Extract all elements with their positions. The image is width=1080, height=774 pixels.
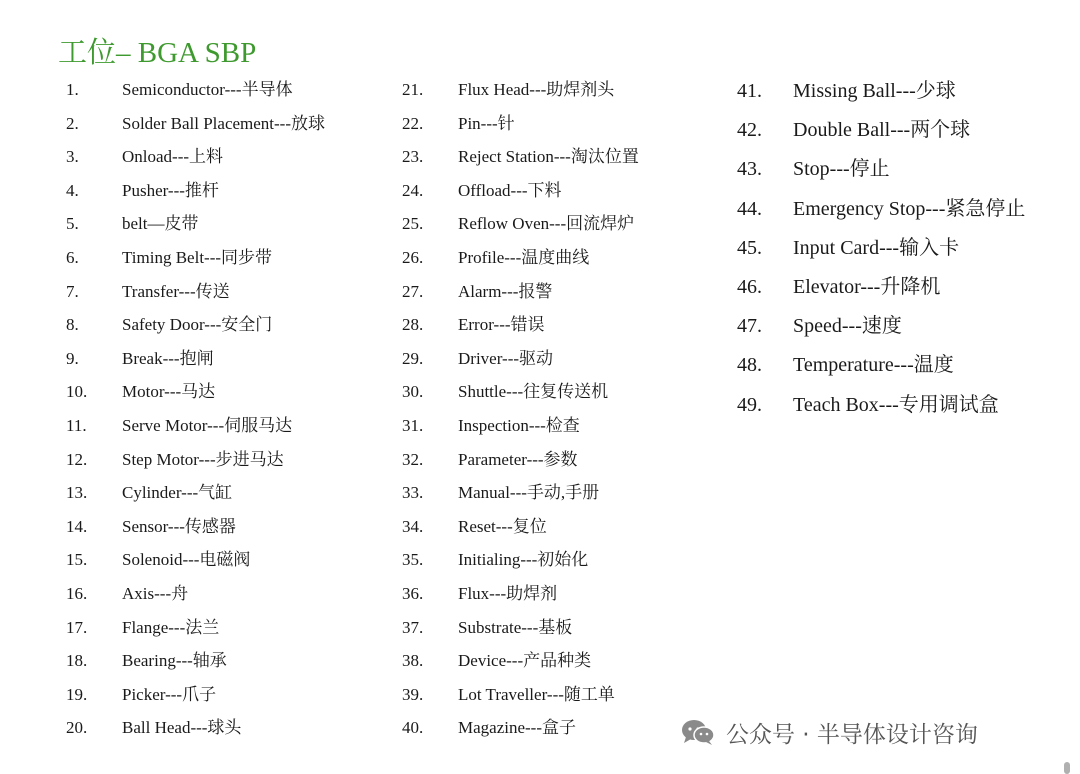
term-text: belt—皮带 (122, 214, 199, 234)
term-text: Cylinder---气缸 (122, 483, 233, 503)
term-number: 29. (402, 348, 424, 368)
term-number: 48. (737, 354, 762, 377)
term-number: 35. (402, 550, 424, 570)
term-text: Safety Door---安全门 (122, 315, 273, 335)
term-text: Shuttle---往复传送机 (458, 382, 609, 402)
term-text: Flange---法兰 (122, 617, 220, 637)
term-text: Sensor---传感器 (122, 516, 236, 536)
term-number: 21. (402, 80, 424, 99)
term-text: Semiconductor---半导体 (122, 80, 293, 99)
term-text: Device---产品种类 (458, 651, 592, 671)
term-text: Solder Ball Placement---放球 (122, 113, 326, 133)
term-number: 15. (66, 550, 88, 570)
term-number: 30. (402, 382, 424, 402)
term-number: 37. (402, 617, 424, 637)
term-number: 1. (66, 80, 79, 99)
term-number: 8. (66, 315, 79, 335)
term-number: 25. (402, 214, 424, 234)
term-text: Elevator---升降机 (793, 276, 941, 298)
term-number: 24. (402, 180, 424, 200)
term-text: Profile---温度曲线 (458, 248, 590, 267)
term-number: 17. (66, 617, 88, 637)
term-text: Manual---手动,手册 (458, 483, 600, 503)
term-number: 36. (402, 584, 424, 603)
term-number: 20. (66, 718, 88, 738)
term-number: 7. (66, 281, 79, 301)
term-text: Solenoid---电磁阀 (122, 550, 251, 570)
term-number: 4. (66, 180, 79, 200)
term-number: 46. (737, 276, 762, 298)
term-number: 6. (66, 248, 79, 267)
term-number: 41. (737, 80, 762, 102)
term-text: Teach Box---专用调试盒 (793, 393, 999, 416)
term-number: 18. (66, 651, 88, 671)
term-number: 14. (66, 516, 88, 536)
term-text: Missing Ball---少球 (793, 80, 956, 102)
term-number: 32. (402, 449, 424, 469)
term-number: 44. (737, 197, 762, 220)
term-number: 33. (402, 483, 424, 503)
term-text: Initialing---初始化 (458, 550, 589, 570)
term-text: Step Motor---步进马达 (122, 449, 284, 469)
term-text: Reject Station---淘汰位置 (458, 147, 639, 167)
term-text: Speed---速度 (793, 315, 902, 338)
term-text: Substrate---基板 (458, 617, 573, 637)
term-text: Ball Head---球头 (122, 718, 242, 738)
term-number: 11. (66, 416, 87, 435)
term-text: Double Ball---两个球 (793, 119, 971, 142)
term-number: 16. (66, 584, 88, 603)
term-text: Lot Traveller---随工单 (458, 684, 615, 704)
term-number: 49. (737, 393, 762, 416)
term-number: 27. (402, 281, 424, 301)
term-number: 22. (402, 113, 424, 133)
term-number: 40. (402, 718, 424, 738)
term-text: Onload---上料 (122, 147, 224, 167)
wechat-icon (680, 718, 716, 746)
term-text: Reset---复位 (458, 516, 547, 536)
term-number: 9. (66, 348, 79, 368)
term-text: Motor---马达 (122, 382, 216, 402)
page-title: 工位– BGA SBP (58, 37, 257, 69)
term-text: Timing Belt---同步带 (122, 248, 273, 267)
term-text: Serve Motor---伺服马达 (122, 416, 293, 435)
term-text: Emergency Stop---紧急停止 (793, 197, 1026, 220)
term-text: Flux---助焊剂 (458, 584, 558, 603)
term-text: Reflow Oven---回流焊炉 (458, 214, 635, 234)
watermark (680, 712, 978, 752)
term-number: 31. (402, 416, 424, 435)
term-number: 39. (402, 684, 424, 704)
term-number: 26. (402, 248, 424, 267)
watermark-text: 公众号 · 半导体设计咨询 (726, 721, 978, 748)
term-text: Input Card---输入卡 (793, 236, 960, 259)
term-text: Error---错误 (458, 315, 545, 335)
term-number: 38. (402, 651, 424, 671)
term-number: 45. (737, 236, 762, 259)
term-text: Flux Head---助焊剂头 (458, 80, 615, 99)
term-text: Pusher---推杆 (122, 180, 219, 200)
term-number: 34. (402, 516, 424, 536)
term-text: Pin---针 (458, 113, 515, 133)
term-text: Magazine---盒子 (458, 718, 577, 738)
term-text: Transfer---传送 (122, 281, 230, 301)
term-text: Alarm---报警 (458, 281, 553, 301)
term-number: 5. (66, 214, 79, 234)
term-number: 47. (737, 315, 762, 338)
term-text: Inspection---检查 (458, 416, 580, 435)
term-text: Picker---爪子 (122, 684, 217, 704)
term-number: 13. (66, 483, 88, 503)
term-number: 23. (402, 147, 424, 167)
scrollbar-thumb[interactable] (1064, 762, 1070, 774)
term-number: 3. (66, 147, 79, 167)
term-number: 19. (66, 684, 88, 704)
term-number: 28. (402, 315, 424, 335)
term-number: 12. (66, 449, 88, 469)
term-text: Break---抱闸 (122, 348, 214, 368)
term-text: Stop---停止 (793, 158, 890, 181)
term-number: 42. (737, 119, 762, 142)
term-text: Axis---舟 (122, 584, 189, 603)
term-text: Parameter---参数 (458, 449, 578, 469)
term-number: 10. (66, 382, 88, 402)
term-number: 2. (66, 113, 79, 133)
term-text: Bearing---轴承 (122, 651, 227, 671)
term-text: Offload---下料 (458, 180, 562, 200)
term-text: Temperature---温度 (793, 354, 954, 377)
term-number: 43. (737, 158, 762, 181)
term-text: Driver---驱动 (458, 348, 554, 368)
